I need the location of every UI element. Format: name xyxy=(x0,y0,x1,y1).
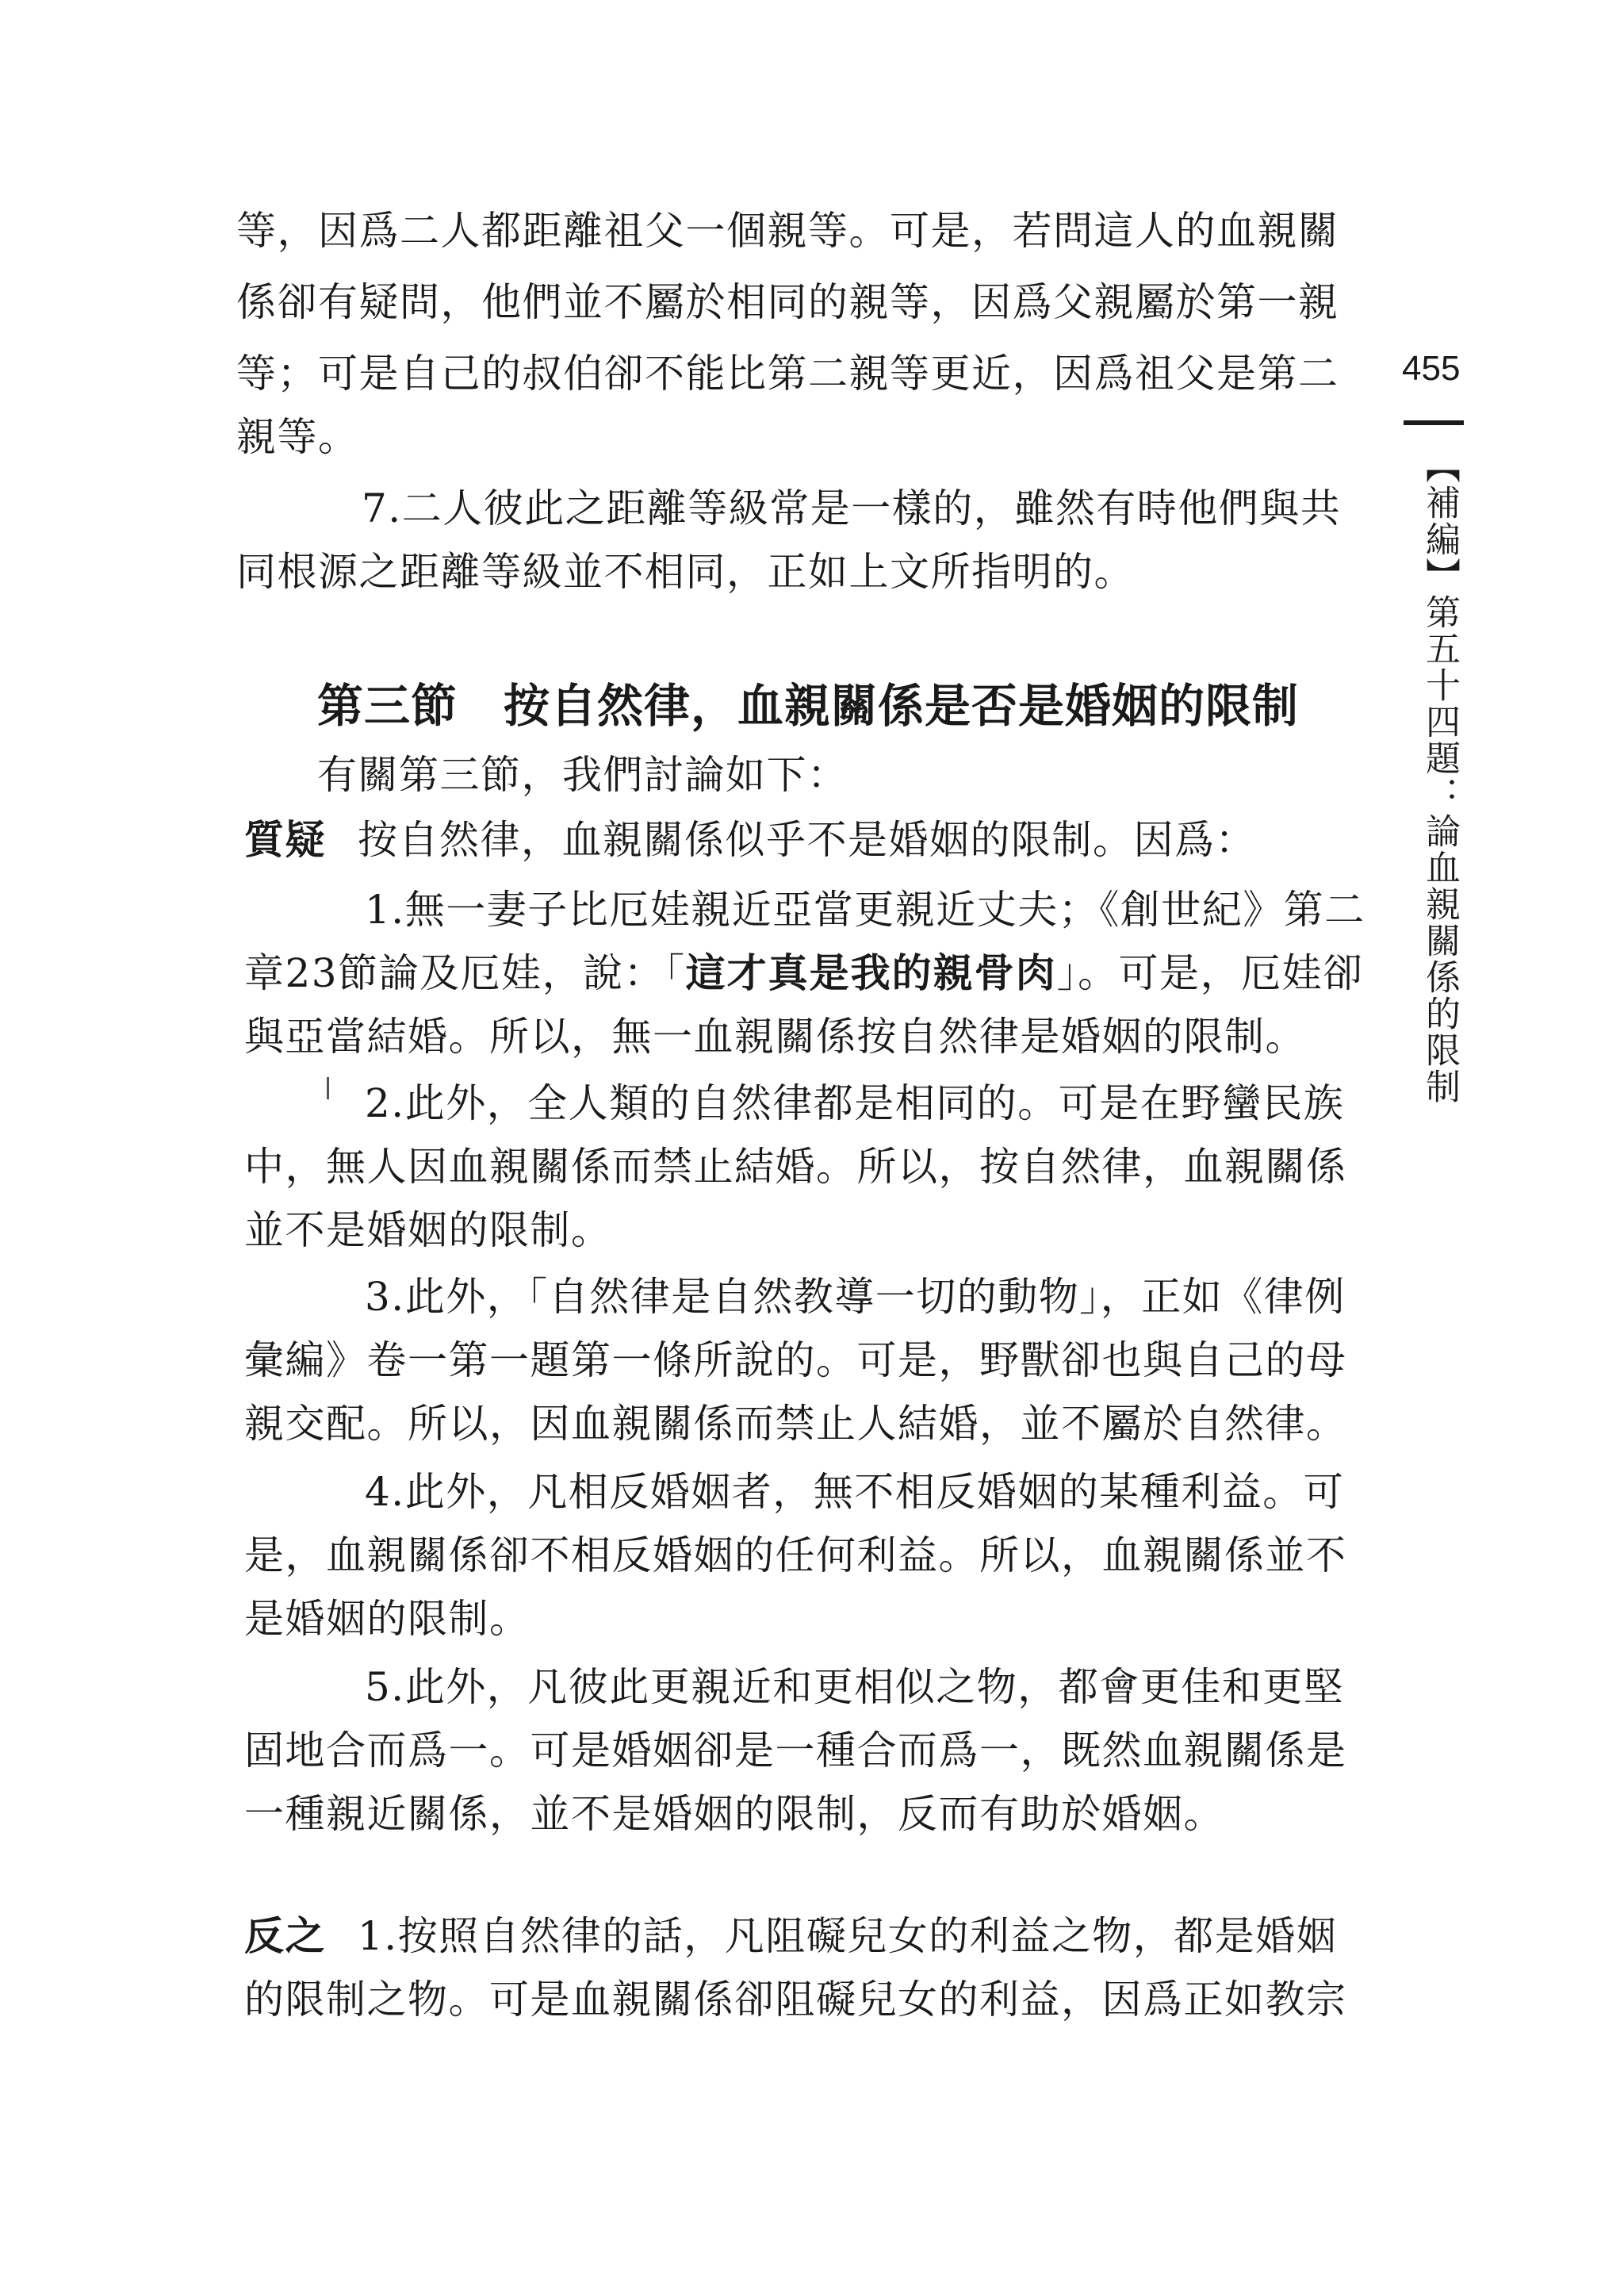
text-line: 一種親近關係，並不是婚姻的限制，反而有助於婚姻。 xyxy=(244,1791,1224,1837)
text-line: 同根源之距離等級並不相同，正如上文所指明的。 xyxy=(236,549,1135,595)
section-heading xyxy=(317,678,1299,734)
text-line: 的限制之物。可是血親關係卻阻礙兒女的利益，因爲正如教宗 xyxy=(244,1977,1347,2023)
text-line: 與亞當結婚。所以，無一血親關係按自然律是婚姻的限制。 xyxy=(244,1014,1306,1060)
text-line: 係卻有疑問，他們並不屬於相同的親等，因爲父親屬於第一親 xyxy=(236,279,1339,325)
text-line: 等；可是自己的叔伯卻不能比第二親等更近，因爲祖父是第二 xyxy=(236,351,1339,397)
text-line: 7.二人彼此之距離等級常是一樣的，雖然有時他們與共 xyxy=(362,485,1342,531)
section-intro: 有關第三節，我們討論如下： xyxy=(317,752,848,798)
text-line: 5.此外，凡彼此更親近和更相似之物，都會更佳和更堅 xyxy=(365,1664,1345,1710)
contrary-text: 1.按照自然律的話，凡阻礙兒女的利益之物，都是婚姻 xyxy=(358,1913,1338,1959)
contrary-label: 反之 xyxy=(244,1913,326,1959)
running-head: 【補編】第五十四題：論血親關係的限制 xyxy=(1419,448,1460,1105)
text-line: 是，血親關係卻不相反婚姻的任何利益。所以，血親關係並不 xyxy=(244,1532,1347,1578)
contrary-lead-line xyxy=(244,1913,1337,1959)
text-line: 親等。 xyxy=(236,414,359,460)
section-number: 第三節 xyxy=(317,679,458,733)
text-line: 彙編》卷一第一題第一條所說的。可是，野獸卻也與自己的母 xyxy=(244,1337,1347,1383)
objection-label: 質疑 xyxy=(244,817,326,863)
page-number-rule xyxy=(1404,420,1464,425)
section-title: 按自然律，血親關係是否是婚姻的限制 xyxy=(504,679,1300,733)
text-line-with-quote xyxy=(244,950,1364,996)
scripture-quote: 這才真是我的親骨肉 xyxy=(685,949,1057,996)
text-line: 中，無人因血親關係而禁止結婚。所以，按自然律，血親關係 xyxy=(244,1144,1347,1190)
text-line: 1.無一妻子比厄娃親近亞當更親近丈夫；《創世紀》第二 xyxy=(365,887,1365,933)
text-line: 4.此外，凡相反婚姻者，無不相反婚姻的某種利益。可 xyxy=(365,1469,1345,1515)
objection-lead-line xyxy=(244,817,1256,863)
text-line: 固地合而爲一。可是婚姻卻是一種合而爲一，既然血親關係是 xyxy=(244,1727,1347,1773)
objection-lead: 按自然律，血親關係似乎不是婚姻的限制。因爲： xyxy=(358,817,1256,863)
text-line: 是婚姻的限制。 xyxy=(244,1596,530,1642)
text-line: 並不是婚姻的限制。 xyxy=(244,1207,612,1253)
text-segment: 章23節論及厄娃，說：「 xyxy=(244,950,686,996)
page-number: 455 xyxy=(1402,349,1461,388)
text-segment: 」。可是，厄娃卻 xyxy=(1056,950,1364,996)
stray-mark xyxy=(327,1077,329,1099)
text-line: 等，因爲二人都距離祖父一個親等。可是，若問這人的血親關 xyxy=(236,208,1339,254)
text-line: 2.此外，全人類的自然律都是相同的。可是在野蠻民族 xyxy=(365,1080,1345,1126)
text-line: 3.此外，「自然律是自然教導一切的動物」，正如《律例 xyxy=(365,1274,1346,1320)
text-line: 親交配。所以，因血親關係而禁止人結婚，並不屬於自然律。 xyxy=(244,1401,1347,1447)
